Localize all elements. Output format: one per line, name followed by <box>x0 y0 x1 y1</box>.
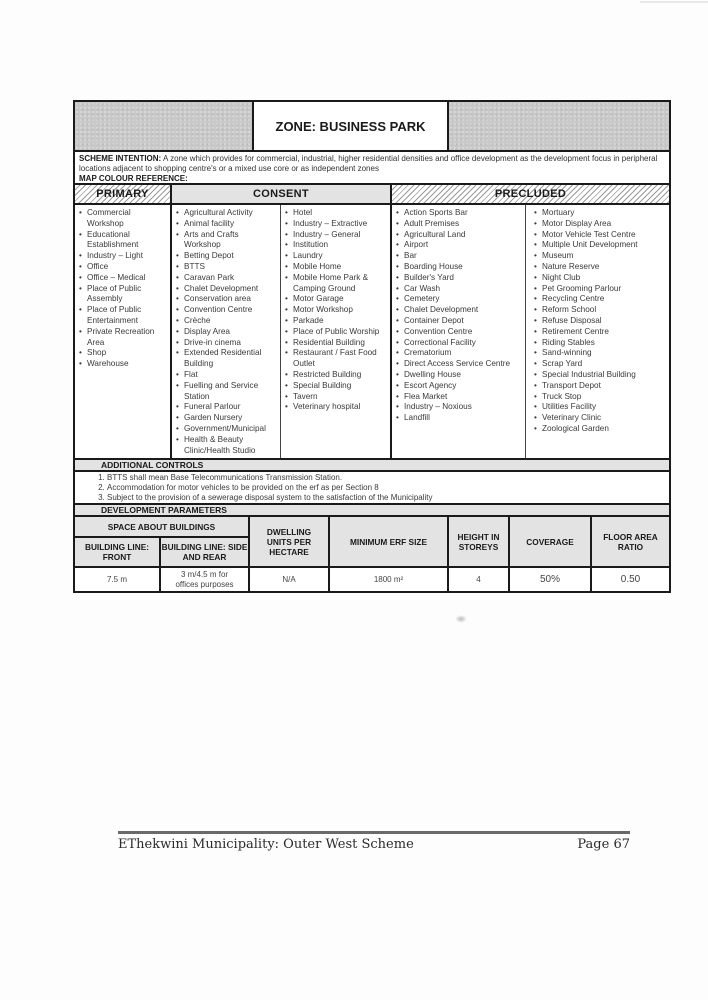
additional-controls-list <box>75 472 669 503</box>
precluded-uses-column-1 <box>390 205 525 458</box>
precluded-heading: PRECLUDED <box>390 183 669 205</box>
primary-use-item: • Warehouse <box>79 359 167 370</box>
additional-controls-heading: ADDITIONAL CONTROLS <box>75 458 669 472</box>
additional-control-item: 3. Subject to the provision of a sewerage disposal system to the satisfaction of the Municipality <box>107 493 665 503</box>
col-coverage: COVERAGE <box>508 517 590 566</box>
consent-use-item: • Hotel <box>285 208 387 219</box>
primary-uses-column <box>75 205 170 458</box>
precluded-use-item: • Agricultural Land <box>396 230 522 241</box>
precluded-use-item: • Car Wash <box>396 284 522 295</box>
primary-use-item: • Office <box>79 262 167 273</box>
scheme-intention-label: SCHEME INTENTION: <box>79 154 162 163</box>
col-building-line-side-rear: BUILDING LINE: SIDE AND REAR <box>161 538 248 566</box>
primary-use-item: • Industry – Light <box>79 251 167 262</box>
value-height-in-storeys: 4 <box>447 566 508 591</box>
scan-artifact <box>640 1 708 3</box>
precluded-use-item: • Chalet Development <box>396 305 522 316</box>
value-coverage: 50% <box>508 566 590 591</box>
consent-use-item: • Laundry <box>285 251 387 262</box>
consent-use-item: • Fuelling and Service Station <box>176 381 277 403</box>
consent-use-item: • Tavern <box>285 392 387 403</box>
consent-use-item: • BTTS <box>176 262 277 273</box>
col-minimum-erf-size: MINIMUM ERF SIZE <box>328 517 447 566</box>
precluded-use-item: • Escort Agency <box>396 381 522 392</box>
consent-use-item: • Parkade <box>285 316 387 327</box>
zone-title: ZONE: BUSINESS PARK <box>252 102 449 150</box>
consent-uses-list-1 <box>172 205 280 456</box>
consent-uses-list-2 <box>281 205 390 413</box>
precluded-use-item: • Direct Access Service Centre <box>396 359 522 370</box>
value-building-line-side-rear: 3 m/4.5 m for offices purposes <box>161 566 248 591</box>
precluded-use-item: • Adult Premises <box>396 219 522 230</box>
precluded-use-item: • Retirement Centre <box>534 327 666 338</box>
precluded-use-item: • Cemetery <box>396 294 522 305</box>
footer-page-number: Page 67 <box>577 837 630 852</box>
consent-use-item: • Restricted Building <box>285 370 387 381</box>
col-dwelling-units: DWELLING UNITS PER HECTARE <box>248 517 328 566</box>
precluded-uses-list-1 <box>392 205 525 424</box>
primary-use-item: • Shop <box>79 348 167 359</box>
col-building-line-front: BUILDING LINE: FRONT <box>75 538 161 566</box>
consent-use-item: • Residential Building <box>285 338 387 349</box>
precluded-uses-list-2 <box>526 205 669 435</box>
scheme-intention-text: A zone which provides for commercial, industrial, higher residential densities and office development as the development focus in peripheral locations adjacent to shopping centre's or a mixed use core or as independent zones <box>79 154 658 173</box>
consent-use-item: • Mobile Home <box>285 262 387 273</box>
additional-control-item: 2. Accommodation for motor vehicles to be provided on the erf as per Section 8 <box>107 483 665 493</box>
consent-use-item: • Betting Depot <box>176 251 277 262</box>
consent-use-item: • Flat <box>176 370 277 381</box>
primary-use-item: • Office – Medical <box>79 273 167 284</box>
precluded-use-item: • Correctional Facility <box>396 338 522 349</box>
consent-use-item: • Crèche <box>176 316 277 327</box>
consent-use-item: • Agricultural Activity <box>176 208 277 219</box>
consent-use-item: • Special Building <box>285 381 387 392</box>
scan-smudge <box>455 615 467 623</box>
consent-use-item: • Arts and Crafts Workshop <box>176 230 277 252</box>
footer-rule <box>118 831 630 834</box>
consent-use-item: • Caravan Park <box>176 273 277 284</box>
consent-use-item: • Chalet Development <box>176 284 277 295</box>
consent-use-item: • Animal facility <box>176 219 277 230</box>
consent-uses-column-2 <box>280 205 390 458</box>
value-floor-area-ratio: 0.50 <box>590 566 669 591</box>
primary-use-item: • Place of Public Entertainment <box>79 305 167 327</box>
consent-use-item: • Garden Nursery <box>176 413 277 424</box>
precluded-use-item: • Transport Depot <box>534 381 666 392</box>
precluded-use-item: • Motor Display Area <box>534 219 666 230</box>
precluded-use-item: • Boarding House <box>396 262 522 273</box>
precluded-use-item: • Dwelling House <box>396 370 522 381</box>
consent-use-item: • Institution <box>285 240 387 251</box>
consent-use-item: • Drive-in cinema <box>176 338 277 349</box>
primary-use-item: • Educational Establishment <box>79 230 167 252</box>
primary-uses-list <box>75 205 170 370</box>
precluded-use-item: • Riding Stables <box>534 338 666 349</box>
header-left-shade <box>75 102 252 150</box>
precluded-use-item: • Sand-winning <box>534 348 666 359</box>
consent-use-item: • Motor Workshop <box>285 305 387 316</box>
precluded-uses-column-2 <box>525 205 669 458</box>
precluded-use-item: • Flea Market <box>396 392 522 403</box>
precluded-use-item: • Action Sports Bar <box>396 208 522 219</box>
consent-use-item: • Place of Public Worship <box>285 327 387 338</box>
precluded-use-item: • Multiple Unit Development <box>534 240 666 251</box>
consent-heading: CONSENT <box>170 183 390 205</box>
consent-use-item: • Extended Residential Building <box>176 348 277 370</box>
primary-use-item: • Place of Public Assembly <box>79 284 167 306</box>
consent-use-item: • Restaurant / Fast Food Outlet <box>285 348 387 370</box>
additional-controls <box>75 472 669 503</box>
consent-uses-column-1 <box>170 205 280 458</box>
precluded-use-item: • Bar <box>396 251 522 262</box>
precluded-use-item: • Motor Vehicle Test Centre <box>534 230 666 241</box>
precluded-use-item: • Scrap Yard <box>534 359 666 370</box>
col-floor-area-ratio: FLOOR AREA RATIO <box>590 517 669 566</box>
map-colour-reference-label: MAP COLOUR REFERENCE: <box>79 174 188 183</box>
consent-use-item: • Veterinary hospital <box>285 402 387 413</box>
precluded-use-item: • Mortuary <box>534 208 666 219</box>
precluded-use-item: • Utilities Facility <box>534 402 666 413</box>
precluded-use-item: • Landfill <box>396 413 522 424</box>
precluded-use-item: • Truck Stop <box>534 392 666 403</box>
consent-use-item: • Funeral Parlour <box>176 402 277 413</box>
col-height-in-storeys: HEIGHT IN STOREYS <box>447 517 508 566</box>
value-minimum-erf-size: 1800 m² <box>328 566 447 591</box>
consent-use-item: • Health & Beauty Clinic/Health Studio <box>176 435 277 457</box>
space-about-buildings-header: SPACE ABOUT BUILDINGS <box>75 517 248 538</box>
development-parameters-heading: DEVELOPMENT PARAMETERS <box>75 503 669 517</box>
primary-use-item: • Commercial Workshop <box>79 208 167 230</box>
precluded-use-item: • Airport <box>396 240 522 251</box>
consent-use-item: • Government/Municipal <box>176 424 277 435</box>
precluded-use-item: • Veterinary Clinic <box>534 413 666 424</box>
consent-use-item: • Display Area <box>176 327 277 338</box>
precluded-use-item: • Zoological Garden <box>534 424 666 435</box>
value-building-line-front: 7.5 m <box>75 566 161 591</box>
precluded-use-item: • Nature Reserve <box>534 262 666 273</box>
precluded-use-item: • Pet Grooming Parlour <box>534 284 666 295</box>
primary-use-item: • Private Recreation Area <box>79 327 167 349</box>
precluded-use-item: • Convention Centre <box>396 327 522 338</box>
value-dwelling-units: N/A <box>248 566 328 591</box>
consent-use-item: • Motor Garage <box>285 294 387 305</box>
precluded-use-item: • Crematorium <box>396 348 522 359</box>
precluded-use-item: • Special Industrial Building <box>534 370 666 381</box>
precluded-use-item: • Container Depot <box>396 316 522 327</box>
additional-control-item: 1. BTTS shall mean Base Telecommunications Transmission Station. <box>107 473 665 483</box>
precluded-use-item: • Night Club <box>534 273 666 284</box>
footer-document-title: EThekwini Municipality: Outer West Scheme <box>118 837 414 852</box>
consent-use-item: • Industry – Extractive <box>285 219 387 230</box>
consent-use-item: • Conservation area <box>176 294 277 305</box>
consent-use-item: • Industry – General <box>285 230 387 241</box>
consent-use-item: • Mobile Home Park & Camping Ground <box>285 273 387 295</box>
precluded-use-item: • Builder's Yard <box>396 273 522 284</box>
scheme-intention <box>75 150 669 183</box>
precluded-use-item: • Reform School <box>534 305 666 316</box>
precluded-use-item: • Recycling Centre <box>534 294 666 305</box>
consent-use-item: • Convention Centre <box>176 305 277 316</box>
primary-heading: PRIMARY <box>75 183 170 205</box>
precluded-use-item: • Museum <box>534 251 666 262</box>
precluded-use-item: • Industry – Noxious <box>396 402 522 413</box>
header-right-shade <box>449 102 669 150</box>
precluded-use-item: • Refuse Disposal <box>534 316 666 327</box>
